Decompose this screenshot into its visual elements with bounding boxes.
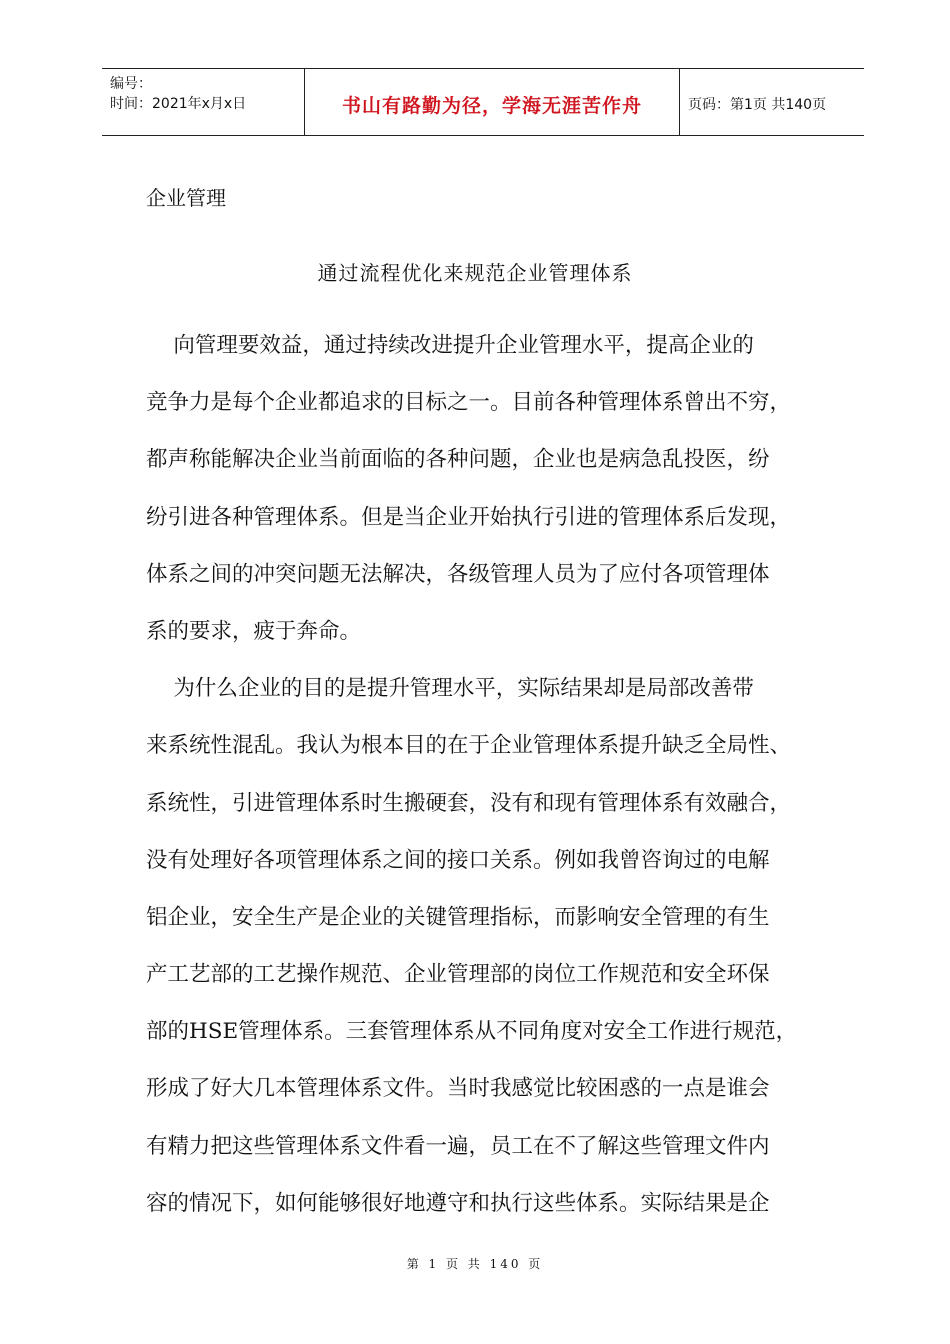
header-page-cell: [680, 69, 864, 135]
body-line: 容的情况下，如何能够很好地遵守和执行这些体系。实际结果是企: [146, 1190, 770, 1216]
header-motto-cell: [305, 69, 680, 135]
body-line: 向管理要效益，通过持续改进提升企业管理水平，提高企业的: [146, 333, 754, 358]
body-line: 铝企业，安全生产是企业的关键管理指标，而影响安全管理的有生: [146, 904, 770, 930]
header-page-info: 页码：第1页 共140页: [688, 97, 827, 113]
body-line: 系的要求，疲于奔命。: [146, 618, 362, 644]
body-line: 系统性，引进管理体系时生搬硬套，没有和现有管理体系有效融合，: [146, 790, 792, 816]
document-header: [102, 68, 864, 136]
body-line: 为什么企业的目的是提升管理水平，实际结果却是局部改善带: [146, 676, 754, 702]
body-line: 竞争力是每个企业都追求的目标之一。目前各种管理体系曾出不穷，: [146, 390, 792, 416]
body-line: 有精力把这些管理体系文件看一遍，员工在不了解这些管理文件内: [146, 1133, 770, 1159]
article-title: 通过流程优化来规范企业管理体系: [317, 261, 633, 285]
body-line: 都声称能解决企业当前面临的各种问题，企业也是病急乱投医，纷: [146, 447, 770, 473]
body-line: 没有处理好各项管理体系之间的接口关系。例如我曾咨询过的电解: [146, 847, 770, 873]
body-line: 部的HSE管理体系。三套管理体系从不同角度对安全工作进行规范，: [146, 1019, 798, 1045]
page-footer: 第 1 页 共 140 页: [406, 1257, 544, 1271]
body-line: 产工艺部的工艺操作规范、企业管理部的岗位工作规范和安全环保: [146, 962, 770, 988]
document-date-label: 时间：2021年x月x日: [110, 96, 247, 112]
category-label: 企业管理: [146, 186, 226, 210]
header-motto: 书山有路勤为径，学海无涯苦作舟: [341, 95, 642, 117]
body-line: 形成了好大几本管理体系文件。当时我感觉比较困惑的一点是谁会: [146, 1076, 770, 1102]
document-number-label: 编号：: [110, 76, 152, 92]
body-line: 体系之间的冲突问题无法解决，各级管理人员为了应付各项管理体: [146, 561, 770, 587]
body-line: 来系统性混乱。我认为根本目的在于企业管理体系提升缺乏全局性、: [146, 733, 792, 759]
header-meta-cell: [102, 69, 305, 135]
article-body: [146, 326, 862, 1241]
body-line: 纷引进各种管理体系。但是当企业开始执行引进的管理体系后发现，: [146, 504, 792, 530]
